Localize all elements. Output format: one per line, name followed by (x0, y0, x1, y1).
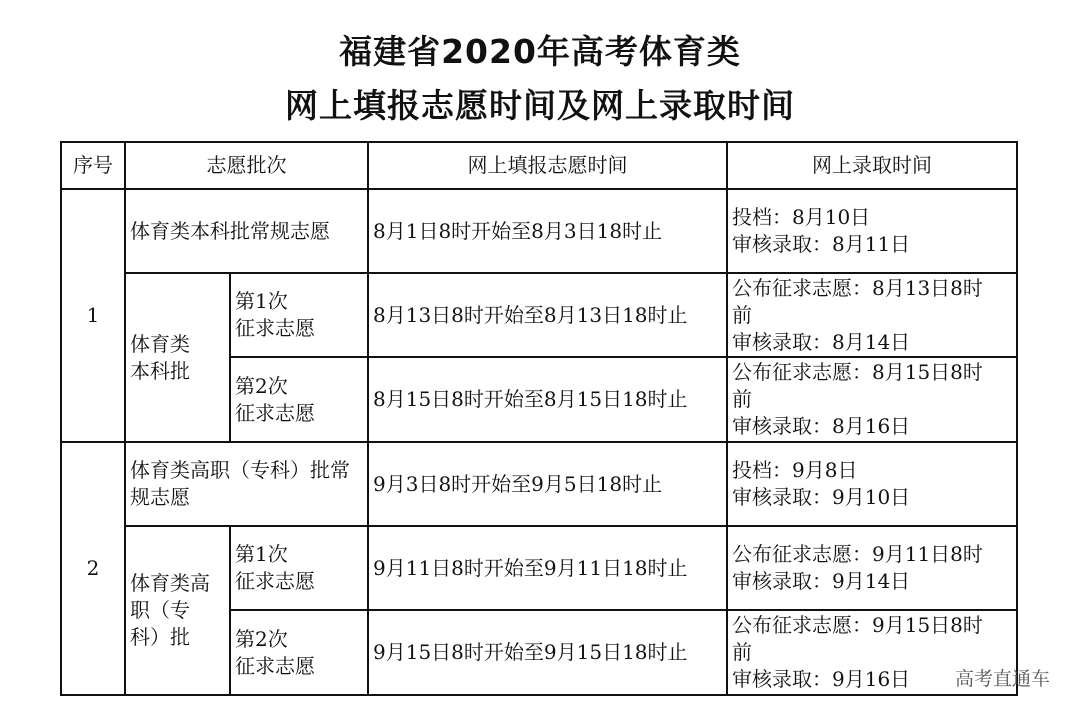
cell-line: 投档：9月8日 (732, 458, 858, 482)
cell-line: 征求志愿 (235, 316, 315, 340)
cell-line: 审核录取：9月14日 (732, 569, 911, 593)
admission-time (727, 273, 1017, 357)
fill-time: 9月11日8时开始至9月11日18时止 (368, 526, 727, 610)
table-body (61, 189, 1017, 695)
regular-batch: 体育类本科批常规志愿 (125, 189, 368, 273)
table-row (61, 189, 1017, 273)
cell-line: 科）批 (130, 625, 190, 649)
cell-line: 审核录取：9月10日 (732, 485, 911, 509)
solicit-round (230, 610, 368, 695)
fill-time: 8月13日8时开始至8月13日18时止 (368, 273, 727, 357)
solicit-round (230, 526, 368, 610)
cell-line: 征求志愿 (235, 569, 315, 593)
cell-line: 第2次 (235, 373, 288, 398)
cell-line: 公布征求志愿：8月13日8时 (732, 275, 983, 300)
solicit-round (230, 273, 368, 357)
fill-time: 9月3日8时开始至9月5日18时止 (368, 442, 727, 526)
cell-line: 审核录取：8月14日 (732, 329, 911, 354)
header-index: 序号 (61, 142, 125, 189)
cell-line: 公布征求志愿：9月15日8时 (732, 613, 983, 637)
cell-line: 公布征求志愿：8月15日8时 (732, 360, 983, 384)
cell-line: 审核录取：8月11日 (732, 232, 911, 256)
group-index: 1 (61, 189, 125, 442)
cell-line: 体育类高 (130, 571, 210, 595)
page-title: 福建省2020年高考体育类 (339, 32, 741, 71)
cell-line: 公布征求志愿：9月11日8时 (732, 542, 983, 566)
cell-line: 本科批 (130, 358, 190, 383)
header-batch: 志愿批次 (125, 142, 368, 189)
table-row (61, 273, 1017, 357)
cell-line: 前 (732, 302, 752, 327)
cell-line: 审核录取：8月16日 (732, 414, 911, 438)
header-admission-time: 网上录取时间 (727, 142, 1017, 189)
admission-time (727, 189, 1017, 273)
cell-line: 第1次 (235, 289, 288, 313)
solicit-batch (125, 526, 230, 695)
table-header-row (61, 142, 1017, 189)
table-row (61, 526, 1017, 610)
cell-line: 第1次 (235, 542, 288, 566)
header-fill-time: 网上填报志愿时间 (368, 142, 727, 189)
cell-line: 征求志愿 (235, 400, 315, 425)
cell-line: 前 (732, 387, 752, 411)
cell-line: 体育类 (130, 331, 190, 356)
solicit-round (230, 357, 368, 442)
fill-time: 8月1日8时开始至8月3日18时止 (368, 189, 727, 273)
admission-time (727, 357, 1017, 442)
cell-line: 投档：8月10日 (732, 205, 871, 229)
admission-time (727, 526, 1017, 610)
fill-time: 8月15日8时开始至8月15日18时止 (368, 357, 727, 442)
cell-line: 征求志愿 (235, 653, 315, 678)
schedule-table (60, 141, 1018, 696)
fill-time: 9月15日8时开始至9月15日18时止 (368, 610, 727, 695)
cell-line: 审核录取：9月16日 (732, 667, 911, 691)
solicit-batch (125, 273, 230, 442)
watermark: 高考直通车 (954, 668, 1050, 690)
regular-batch: 体育类高职（专科）批常规志愿 (125, 442, 368, 526)
table-row (61, 442, 1017, 526)
admission-time (727, 442, 1017, 526)
cell-line: 第2次 (235, 626, 288, 651)
page-subtitle: 网上填报志愿时间及网上录取时间 (285, 86, 795, 125)
cell-line: 前 (732, 640, 752, 664)
cell-line: 职（专 (130, 598, 190, 622)
group-index: 2 (61, 442, 125, 695)
